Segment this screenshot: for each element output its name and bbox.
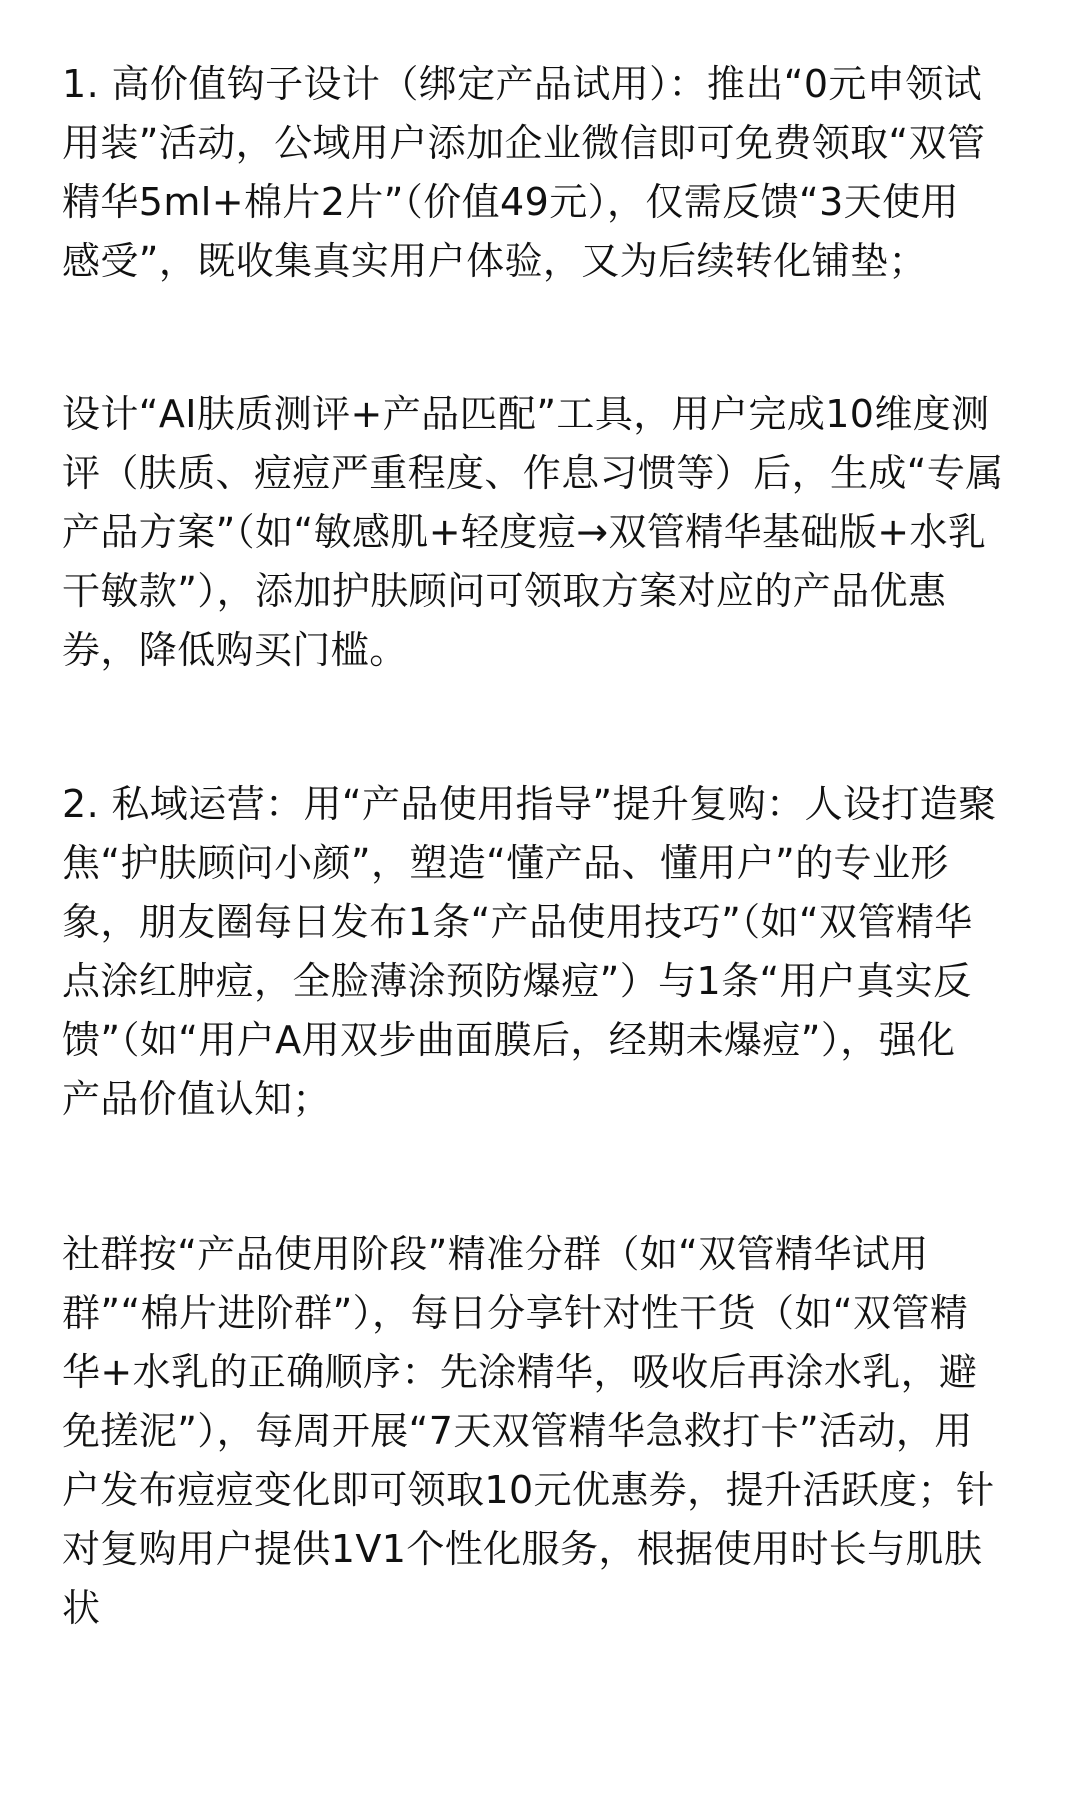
text-line: 评（肤质、痘痘严重程度、作息习惯等）后，生成“专属 (62, 451, 1004, 495)
text-line: 产品方案”（如“敏感肌+轻度痘→双管精华基础版+水乳 (62, 510, 987, 554)
text-line: 精华5ml+棉片2片”（价值49元），仅需反馈“3天使用 (62, 180, 959, 224)
text-line: 馈”（如“用户A用双步曲面膜后，经期未爆痘”），强化 (62, 1018, 956, 1062)
text-line: 焦“护肤顾问小颜”，塑造“懂产品、懂用户”的专业形 (62, 841, 949, 885)
text-line: 对复购用户提供1V1个性化服务，根据使用时长与肌肤 (62, 1527, 983, 1571)
text-line: 干敏款”），添加护肤顾问可领取方案对应的产品优惠 (62, 569, 947, 613)
text-line: 1. 高价值钩子设计（绑定产品试用）：推出“0元申领试 (62, 62, 983, 106)
text-line: 群”“棉片进阶群”），每日分享针对性干货（如“双管精 (62, 1291, 969, 1335)
text-line: 户发布痘痘变化即可领取10元优惠券，提升活跃度；针 (62, 1468, 995, 1512)
text-line: 免搓泥”），每周开展“7天双管精华急救打卡”活动，用 (62, 1409, 973, 1453)
text-line: 点涂红肿痘，全脸薄涂预防爆痘”）与1条“用户真实反 (62, 959, 972, 1003)
text-line: 2. 私域运营：用“产品使用指导”提升复购：人设打造聚 (62, 782, 997, 826)
text-line: 感受”，既收集真实用户体验，又为后续转化铺垫； (62, 239, 927, 283)
text-line: 设计“AI肤质测评+产品匹配”工具，用户完成10维度测 (62, 392, 990, 436)
text-line: 券，降低购买门槛。 (62, 628, 408, 672)
text-line: 社群按“产品使用阶段”精准分群（如“双管精华试用 (62, 1232, 929, 1276)
text-line: 用装”活动，公域用户添加企业微信即可免费领取“双管 (62, 121, 986, 165)
text-line: 产品价值认知； (62, 1077, 331, 1121)
text-line: 华+水乳的正确顺序：先涂精华，吸收后再涂水乳，避 (62, 1350, 978, 1394)
text-line: 状 (62, 1586, 101, 1630)
text-line: 象，朋友圈每日发布1条“产品使用技巧”（如“双管精华 (62, 900, 973, 944)
